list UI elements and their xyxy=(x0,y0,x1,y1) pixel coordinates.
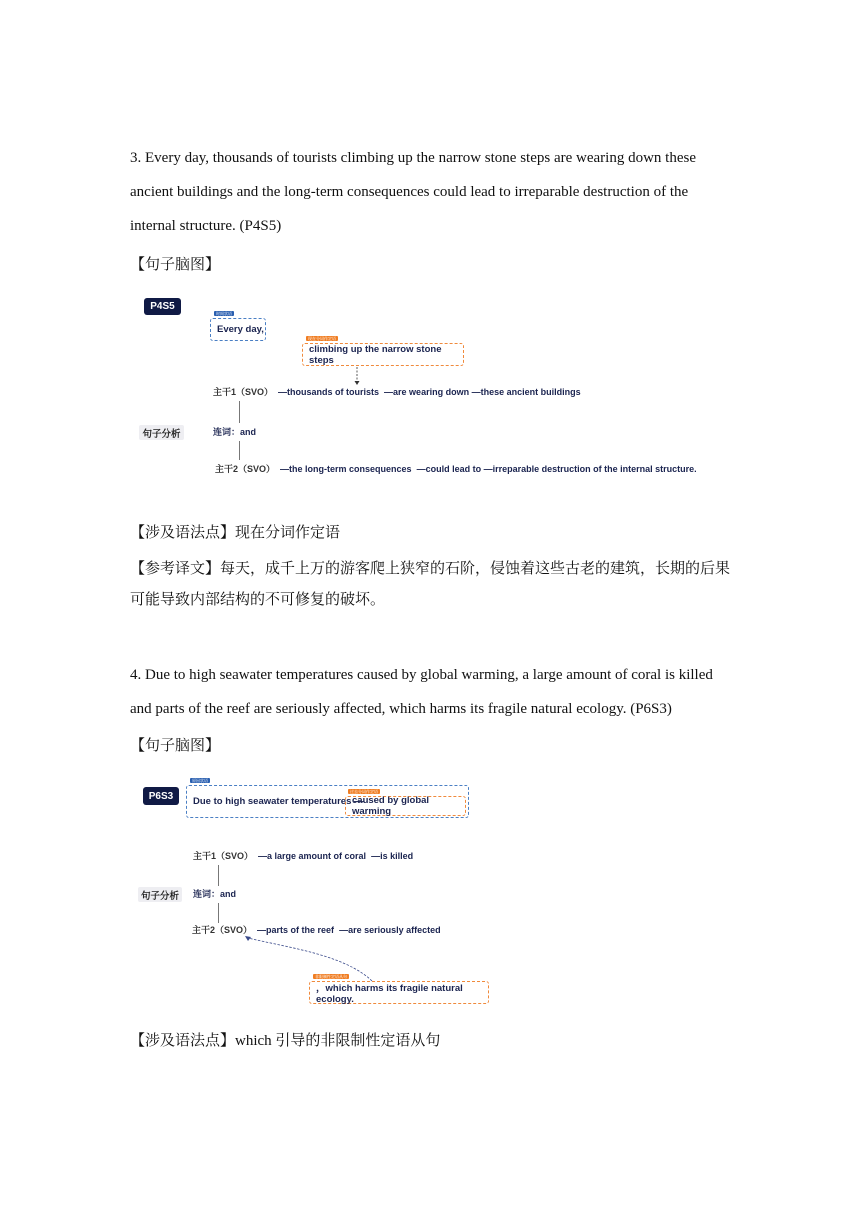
connector-bar-bottom xyxy=(218,903,219,923)
main-clause-1-subject: —thousands of tourists xyxy=(278,387,380,397)
past-participle-box: caused by global warming xyxy=(345,796,466,816)
analysis-label: 句子分析 xyxy=(138,887,182,902)
non-restrictive-clause-box: ，which harms its fragile natural ecology. xyxy=(309,981,489,1004)
main-clause-1-object: —these ancient buildings xyxy=(471,387,581,397)
main-clause-1-verb: —is killed xyxy=(371,851,414,861)
sentence-4-grammar: 【涉及语法点】which 引导的非限制性定语从句 xyxy=(130,1033,441,1049)
conjunction: 连词：and xyxy=(213,427,257,437)
sentence-3-map-heading: 【句子脑图】 xyxy=(130,257,221,273)
connector-bar-top xyxy=(218,865,219,886)
non-restrictive-clause-chip: 非限制性定语从句 xyxy=(315,974,347,979)
main-clause-2 xyxy=(192,924,441,936)
sentence-tag: P4S5 xyxy=(144,298,181,315)
main-clause-2-subject: —the long-term consequences xyxy=(280,464,412,474)
main-clause-2-object: —irreparable destruction of the internal structure. xyxy=(483,464,697,474)
reason-adverbial-chip: 原因状语 xyxy=(192,778,208,783)
sentence-3-translation: 【参考译文】每天，成千上万的游客爬上狭窄的石阶，侵蚀着这些古老的建筑，长期的后果可能导致内部结构的不可修复的破坏。 xyxy=(130,561,731,608)
conjunction: 连词：and xyxy=(193,889,237,899)
main-clause-1-key: 主干1（SVO） xyxy=(193,851,254,861)
past-participle-chip: 过去分词作定语 xyxy=(350,789,378,794)
clause-arrow-line xyxy=(248,938,372,981)
main-clause-2-key: 主干2（SVO） xyxy=(215,464,276,474)
main-clause-2-key: 主干2（SVO） xyxy=(192,925,253,935)
main-clause-2-subject: —parts of the reef xyxy=(257,925,335,935)
sentence-tag: P6S3 xyxy=(143,787,179,805)
sentence-4-text: 4. Due to high seawater temperatures caused by global warming, a large amount of coral is killed and parts of the reef are seriously affected, which harms its fragile natural ecology. (P6S3) xyxy=(130,667,713,717)
main-clause-1 xyxy=(193,850,413,862)
sentence-4-map-heading: 【句子脑图】 xyxy=(130,738,221,754)
time-adverbial-chip: 时间状语 xyxy=(216,311,232,316)
reason-adverbial-box: Due to high seawater temperatures — xyxy=(186,785,469,818)
main-clause-2-verb: —are seriously affected xyxy=(339,925,441,935)
main-clause-1-key: 主干1（SVO） xyxy=(213,387,274,397)
main-clause-1-verb: —are wearing down xyxy=(384,387,470,397)
attribute-box: climbing up the narrow stone steps xyxy=(302,343,464,366)
main-clause-2-verb: —could lead to xyxy=(416,464,482,474)
time-adverbial-box: Every day, xyxy=(210,318,266,341)
attribute-chip: 现在分词作定语 xyxy=(308,336,336,341)
analysis-label: 句子分析 xyxy=(139,425,184,440)
sentence-3-grammar: 【涉及语法点】现在分词作定语 xyxy=(130,525,341,541)
sentence-3-text: 3. Every day, thousands of tourists climbing up the narrow stone steps are wearing down these ancient buildings and the long-term consequences could lead to irreparable destruction of the internal structure. (P4S5) xyxy=(130,150,696,234)
main-clause-1-subject: —a large amount of coral xyxy=(258,851,367,861)
